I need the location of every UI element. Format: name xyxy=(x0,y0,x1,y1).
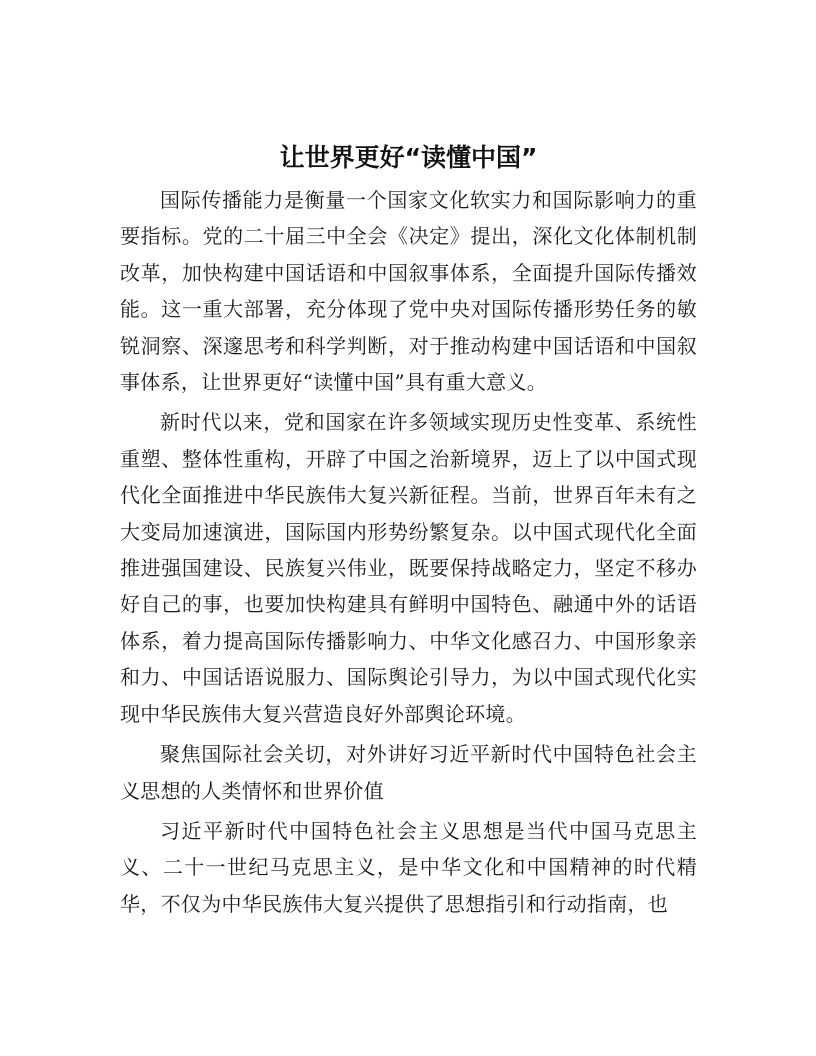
paragraph-new-era: 新时代以来，党和国家在许多领域实现历史性变革、系统性重塑、整体性重构，开辟了中国之治新境界，迈上了以中国式现代化全面推进中华民族伟大复兴新征程。当前，世界百年未有之大变局加速演进，国际国内形势纷繁复杂。以中国式现代化全面推进强国建设、民族复兴伟业，既要保持战略定力，坚定不移办好自己的事，也要加快构建具有鲜明中国特色、融通中外的话语体系，着力提高国际传播影响力、中华文化感召力、中国形象亲和力、中国话语说服力、国际舆论引导力，为以中国式现代化实现中华民族伟大复兴营造良好外部舆论环境。 xyxy=(120,410,697,726)
document-page xyxy=(120,138,697,926)
paragraph-thought: 习近平新时代中国特色社会主义思想是当代中国马克思主义、二十一世纪马克思主义，是中华文化和中国精神的时代精华，不仅为中华民族伟大复兴提供了思想指引和行动指南，也 xyxy=(120,818,697,916)
paragraph-intro: 国际传播能力是衡量一个国家文化软实力和国际影响力的重要指标。党的二十届三中全会《决定》提出，深化文化体制机制改革，加快构建中国话语和中国叙事体系，全面提升国际传播效能。这一重大部署，充分体现了党中央对国际传播形势任务的敏锐洞察、深邃思考和科学判断，对于推动构建中国话语和中国叙事体系，让世界更好“读懂中国”具有重大意义。 xyxy=(120,188,697,395)
document-title: 让世界更好“读懂中国” xyxy=(279,143,538,172)
section-heading: 聚焦国际社会关切，对外讲好习近平新时代中国特色社会主义思想的人类情怀和世界价值 xyxy=(120,742,697,803)
